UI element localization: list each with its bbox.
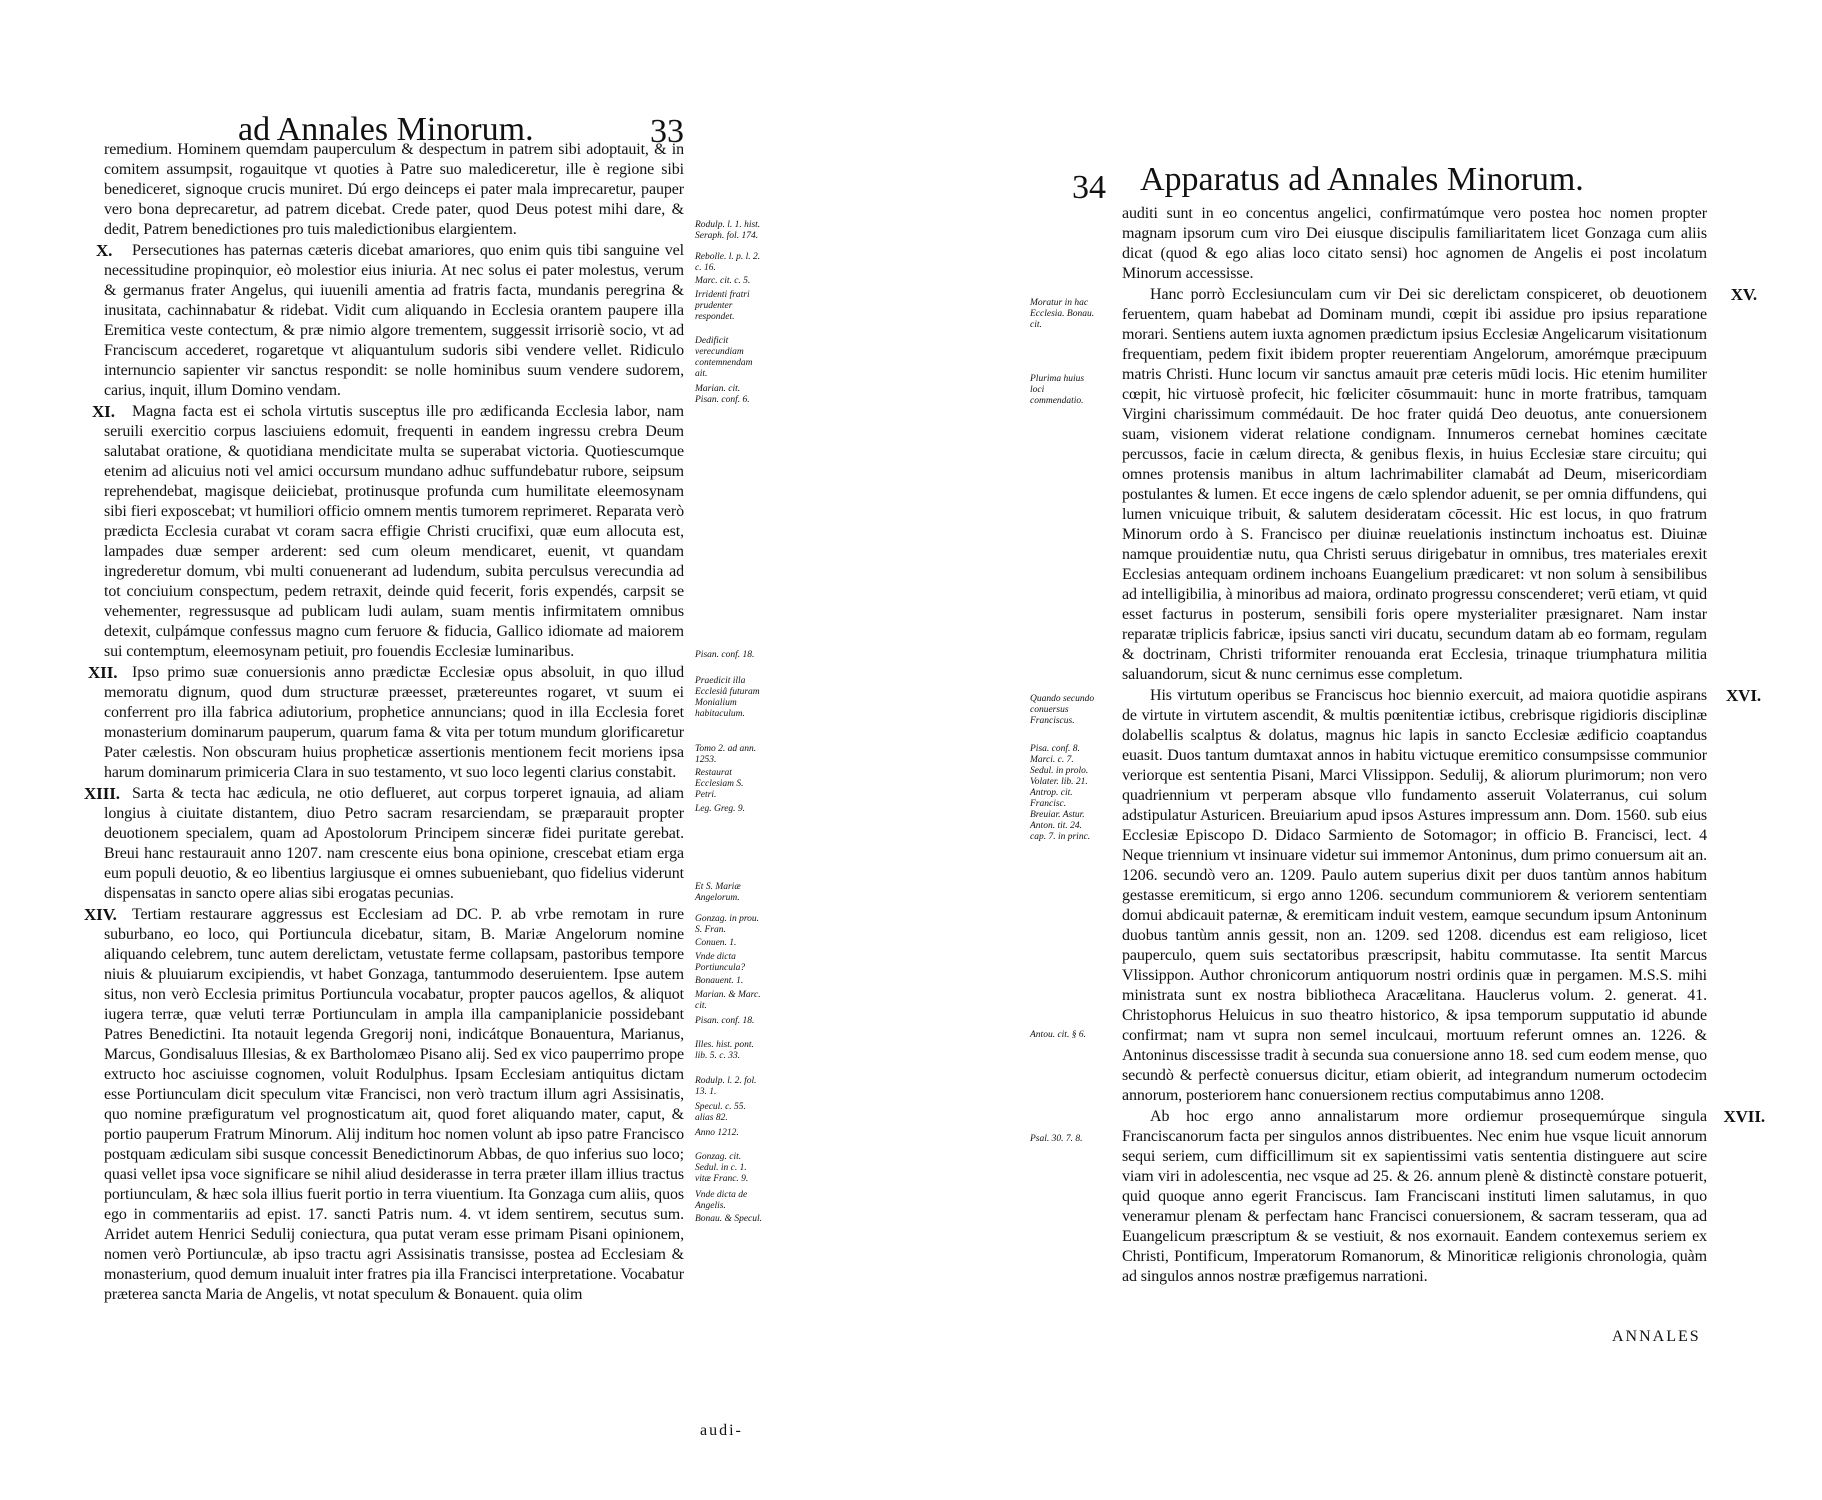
margin-note: Vnde dicta Portiuncula? — [695, 952, 746, 973]
margin-note: Psal. 30. 7. 8. — [1030, 1134, 1083, 1144]
page-number: 33 — [650, 113, 684, 150]
paragraph-number: XIII. — [84, 784, 120, 803]
margin-note: Vnde dicta de Angelis. — [695, 1190, 748, 1211]
left-text-column — [84, 140, 684, 1306]
margin-note: Et S. Mariæ Angelorum. — [695, 882, 741, 903]
paragraph-continuation: auditi sunt in eo concentus angelici, confirmatúmque vero postea hoc nomen propter magnam ipsorum cum viro Dei eiusque discipulis familiaritatem licet Gonzaga cum aliis dicat (quod & ego alias loco citato sensi) hoc agnomen de Angelis ei post incolatum Minorum accessisse. — [1122, 205, 1707, 282]
margin-note: Tomo 2. ad ann. 1253. — [695, 744, 757, 765]
paragraph-xiii: XIII. Sarta & tecta hac ædicula, ne otio deflueret, aut corpus torperet ignauia, ad aliam longius à ciuitate distantem, diuo Petro sacram resarciendam, se præparauit propter deuotionem specialem, quam ad Apostolorum Principem sinceræ fidei puritate gerebat. Breui hanc restaurauit anno 1207. nam crescente eius bona opinione, crescebat etiam erga eum populi deuotio, & eo libentius largiusque ei omnes subueniebant, quo fidelius viderunt dispensatas in sancto opere alias sibi erogatas pecunias. — [104, 784, 684, 904]
margin-note: Pisan. conf. 18. — [695, 1016, 755, 1026]
paragraph-number: XI. — [92, 402, 115, 421]
paragraph-x: X. Persecutiones has paternas cæteris dicebat amariores, quo enim quis tibi sanguine vel necessitudine propinquior, eò molestior eius iniuria. At nec solus ei pater molestus, verum & germanus frater Angelus, qui iuuenili amentia ad fratris facta, mundanis peregrina & inusitata, cachinnabatur & ridebat. Vidit cum aliquando in Ecclesia orantem paupere illa Eremitica veste contectum, & præ nimio algore trementem, suggessit irrisoriè socio, vt ad Franciscum accederet, rogaretque vt aliquantulum sudoris sibi vendere vellet. Ridiculo internuncio sapienter vir sanctus respondit: se nolle hominibus suum vendere sudorem, carius, inquit, illum Domino vendam. — [104, 241, 684, 401]
margin-note: Illes. hist. pont. lib. 5. c. 33. — [695, 1040, 754, 1061]
paragraph-xi: XI. Magna facta est ei schola virtutis susceptus ille pro ædificanda Ecclesia labor, nam seruili exercitio corpus lasciuiens edomuit, frequenti in eandem ingressu crebra Deum salutabat oratione, & quotidiana mendicitate multa se superabat victoria. Quotiescumque etenim ad alicuius noti vel amici occursum mundano adhuc suffundebatur rubore, seipsum reprehendebat, magisque deiiciebat, protinusque profunda cum humilitate eleemosynam sibi fieri exposcebat; vt humiliori officio omnem mentis tumorem reprimeret. Reparata verò prædicta Ecclesia curabat vt coram sacra effigie Christi crucifixi, quæ eum allocuta est, lampades duæ semper arderent: sed cum oleum mendicaret, euenit, vt quandam ingrederetur domum, vbi multi conuenerant ad ludendum, subita perculsus verecundia ad tot conciuium conspectum, pedem retraxit, deinde quid fecerit, foris expendés, carpsit se vehementer, regressusque ad publicam ludi aulam, suam mentis infirmitatem omnibus detexit, culpámque confessus magno cum feruore & fiducia, Gallico idiomate ad maiorem sui contemptum, eleemosynam petiuit, pro fouendis Ecclesiæ luminaribus. — [104, 402, 684, 662]
margin-note: Quando secundo conuersus Franciscus. — [1030, 694, 1095, 726]
margin-note: Anno 1212. — [695, 1128, 739, 1138]
paragraph-continuation: remedium. Hominem quemdam pauperculum & despectum in patrem sibi adoptauit, & in comitem assumpsit, rogauitque vt quoties à Patre suo malediceretur, ille è regione sibi benediceret, signoque crucis muniret. Dú ergo deinceps ei pater mala imprecaretur, pauper vero bona deprecaretur, ad patrem dicebat. Crede pater, quod Deus potest mihi dare, & dedit, Patrem benedictiones pro tuis maledictionibus elargientem. — [104, 141, 684, 238]
margin-note: Marian. cit. Pisan. conf. 6. — [695, 384, 750, 405]
margin-note: Marc. cit. c. 5. — [695, 276, 751, 286]
paragraph-xvi: XVI. His virtutum operibus se Franciscus hoc biennio exercuit, ad maiora quotidie aspirans de virtute in virtutem ascendit, & multis pœnitentiæ ictibus, crebrisque rigidioris disciplinæ dolabellis scalptus & dolatus, magnus hic lapis in sancto Ecclesiæ ædificio coaptandus euasit. Duos tantum dumtaxat annos in habitu victuque eremitico consumpsisse communior veriorque est sententia Pisani, Marci Vlissippon. Sedulij, & aliorum plurimorum; non vero quadriennium vt perperam absque vllo fundamento asseruit Volaterranus, cui solum adstipulatur Asturicen. Breuiarium apud ipsos Astures impressum ann. Dom. 1560. sub eius Ecclesiæ Episcopo D. Didaco Sarmiento de Sotomagor; in officio B. Francisci, lect. 4 Neque triennium vt insinuare videtur sui immemor Antoninus, dum primo conuersum ait an. 1206. secundò vero an. 1209. Paulo autem superius dixit per duos tantùm annos habitum gestasse eremiticum, si ergo anno 1206. secundum communiorem & veriorem sententiam domui abdicauit paternæ, & eremiticam induit vestem, eamque secundum ipsum Antoninum duobus tantùm annis gessit, non an. 1209. sed 1208. dicendus est eam religioso, licet pauperculo, quem suis sectatoribus præscripsit, habitu commutasse. Ita sentit Marcus Vlissippon. Author chronicorum antiquorum nostri ordinis quæ in pergamen. M.S.S. mihi ministrata sunt ex nostra bibliotheca Aracælitana. Hauclerus volum. 2. generat. 41. Christophorus Heluicus in suo theatro historico, & ipsa temporum supputatio id abunde confirmat; nam vt supra non semel inculcaui, mortuum referunt omnes an. 1226. & Antoninus discessisse tradit à secunda sua conuersione anno 18. sed cum eodem mense, quo secundò & perfectè conuersus dicitur, etiam obierit, ad integrandum numerum octodecim annorum, posteriorem hanc conuersionem rectius computabimus anno 1208. — [1122, 686, 1761, 1104]
margin-note: Rodulp. l. 2. fol. 13. 1. — [695, 1076, 757, 1097]
margin-note: Specul. c. 55. alias 82. — [695, 1102, 746, 1123]
paragraph-xvii: XVII. Ab hoc ergo anno annalistarum more ordiemur prosequemúrque singula Franciscanorum facta per singulos annos distribuentes. Nec enim hue vsque licuit annorum sequi seriem, cum difficillimum sit ex sapientissimi vatis sententia distinguere aut scire viam viri in adolescentia, nec vsque ad 25. & 26. annum plenè & distinctè constare potuerit, quid quoque anno egerit Franciscus. Iam Franciscani instituti limen salutamus, in quo veneramur plenam & perfectam hanc Francisci conuersionem, & sacram tesseram, qua ad Euangelicum præscriptum & se vestiuit, & nos exornauit. Eandem contexemus seriem ex Christi, Pontificum, Imperatorum Romanorum, & Minoriticæ religionis chronologia, quàm ad singulos annos nostræ præfigemus narrationi. — [1122, 1107, 1765, 1285]
margin-note: Pisan. conf. 18. — [695, 650, 755, 660]
right-margin-notes — [1030, 204, 1110, 1304]
paragraph-number: XII. — [88, 663, 118, 682]
right-page — [1010, 160, 1790, 1420]
margin-note: Restaurat Ecclesiam S. Petri. — [695, 768, 744, 800]
paragraph-number: XVII. — [1723, 1107, 1765, 1126]
margin-note: Antou. cit. § 6. — [1030, 1030, 1086, 1040]
margin-note: Dedificit verecundiam contemnendam ait. — [695, 336, 753, 379]
margin-note: Gonzag. cit. Sedul. in c. 1. vitæ Franc. 9. — [695, 1152, 749, 1184]
left-page — [60, 110, 860, 1450]
paragraph-number: X. — [96, 241, 113, 260]
running-head: ad Annales Minorum. — [238, 111, 534, 148]
page-number: 34 — [1072, 169, 1106, 206]
catchword: ANNALES — [1612, 1328, 1701, 1345]
margin-note: Irridenti fratri prudenter respondet. — [695, 290, 750, 322]
paragraph-xii: XII. Ipso primo suæ conuersionis anno prædictæ Ecclesiæ opus absoluit, in quo illud memoratu dignum, quod dum structuræ præesset, prætereuntes rogaret, vt suum ei conferrent pro illa fabrica adiutorium, prophetice annuncians; quod in illa Ecclesia foret monasterium dominarum pauperum, quarum fama & vita per totum mundum glorificaretur Pater cælestis. Non obscuram huius propheticæ assertionis mentionem fecit moriens ipsa harum dominarum primiceria Clara in suo testamento, vt suo loco legenti clarius constabit. — [104, 663, 684, 783]
margin-note: Plurima huius loci commendatio. — [1030, 374, 1085, 406]
margin-note: Bonau. & Specul. — [695, 1214, 763, 1224]
running-head: Apparatus ad Annales Minorum. — [1140, 161, 1584, 198]
left-margin-notes — [695, 140, 775, 1440]
margin-note: Moratur in hac Ecclesia. Bonau. cit. — [1030, 298, 1095, 330]
paragraph-xv: XV. Hanc porrò Ecclesiunculam cum vir Dei sic derelictam conspiceret, ob deuotionem feruentem, quam habebat ad Dominam mundi, cœpit ibi assidue pro ipsius reparatione morari. Sentiens autem iuxta agnomen prædictum ipsius Ecclesiæ Angelicarum visitationum frequentiam, pedem fixit ibidem propter reuerentiam Angelorum, amorémque præcipuum matris Christi. Hunc locum vir sanctus amauit præ ceteris mūdi locis. Hic etenim humiliter cœpit, hic virtuosè profecit, hic fœliciter cōsummauit: hunc in morte fratribus, tamquam Virgini charissimum commédauit. De hoc frater quidá Deo deuotus, ante conuersionem suam, visionem viderat relatione condignam. Innumeros cernebat homines cæcitate percussos, facie in cælum directa, & genibus flexis, in huius Ecclesiæ stare circuitu; qui omnes protensis manibus in altum lachrimabiliter clamabát ad Deum, misericordiam postulantes & lumen. Et ecce ingens de cælo splendor aduenit, se per omnia diffundens, qui lumen vnicuique tribuit, & salutem desideratam cōcessit. Hic est locus, in quo fratrum Minorum ordo à S. Francisco per diuinæ reuelationis instinctum inchoatus est. Diuinæ namque prouidentiæ nutu, qua Christi seruus dirigebatur in omnibus, tres materiales erexit Ecclesias antequam ordinem inchoans Euangelium prædicaret: vt non solum à sensibilibus ad intelligibilia, à minoribus ad maiora, ordinato progressu conscenderet; verū etiam, vt quid esset facturus in posterum, sensibili foris opere mysterialiter præsignaret. Nam instar reparatæ triplicis fabricæ, ipsius sancti viri ducatu, secundum datam ab eo formam, regulam & doctrinam, Christi triformiter renouanda erat Ecclesia, trinaque triumphatura militia saluandorum, sicut & nunc cernimus esse completum. — [1122, 285, 1757, 683]
margin-note: Pisa. conf. 8. Marci. c. 7. Sedul. in prolo. Volater. lib. 21. Antrop. cit. Francisc. Breuiar. Astur. Anton. tit. 24. cap. 7. in princ. — [1030, 744, 1091, 842]
paragraph-number: XV. — [1730, 285, 1757, 304]
margin-note: Gonzag. in prou. S. Fran. — [695, 914, 760, 935]
margin-note: Leg. Greg. 9. — [695, 804, 746, 814]
right-text-column — [1122, 204, 1765, 1288]
margin-note: Rebolle. l. p. l. 2. c. 16. — [695, 252, 761, 273]
margin-note: Praedicit illa Ecclesiâ futuram Monialium habitaculum. — [695, 676, 760, 719]
margin-note: Marian. & Marc. cit. — [695, 990, 761, 1011]
margin-note: Conuen. 1. — [695, 938, 737, 948]
catchword: audi- — [700, 1422, 743, 1439]
margin-note: Bonauent. 1. — [695, 976, 744, 986]
paragraph-number: XIV. — [84, 905, 117, 924]
paragraph-number: XVI. — [1725, 686, 1761, 705]
margin-note: Rodulp. l. 1. hist. Seraph. fol. 174. — [695, 220, 761, 241]
paragraph-xiv: XIV. Tertiam restaurare aggressus est Ecclesiam ad DC. P. ab vrbe remotam in rure suburbano, eo loco, qui Portiuncula dicebatur, sitam, B. Mariæ Angelorum nomine aliquando celebrem, tunc autem derelictam, vetustate ferme collapsam, pastoribus tempore niuis & pluuiarum excipiendis, vt habet Gonzaga, tantummodo deseruientem. Ipse autem situs, non verò Ecclesia primitus Portiuncula vocabatur, propter paucos agellos, & aliquot iugera terræ, quæ veluti terræ Portiunculam in ampla illa campaniplanicie possidebant Patres Benedictini. Ita notauit legenda Gregorij noni, indicátque Bonauentura, Marianus, Marcus, Gondisaluus Illesias, & ex Bartholomæo Pisano alij. Sed ex vico pauperrimo prope extructo hoc asciuisse cognomen, voluit Rodulphus. Ipsam Ecclesiam antiquitus dictam esse Portiunculam dicit speculum vitæ Francisci, non verò tractum illum agri Assisinatis, quo nomine præfiguratum vel prognosticatum ait, quod foret aliquando mater, caput, & portio pauperum Fratrum Minorum. Alij inditum hoc nomen volunt ab ipso patre Francisco postquam ædiculam sibi susque concessit Benedictinorum Abbas, de quo inferius suo loco; quasi vellet ipsa voce significare se nihil aliud desiderasse in terra præter illam illius tractus portiunculam, & hæc sola illius fuerit portio in terra viuentium. Ita Gonzaga cum aliis, quos ego in commentariis ad epist. 17. sancti Patris num. 4. vt idem sentirem, secutus sum. Arridet autem Henrici Sedulij coniectura, qua putat veram esse primam Pisani opinionem, nomen verò Portiunculæ, ab ipso tractu agri Assisinatis transisse, postea ad Ecclesiam & monasterium, quod demum inualuit inter fratres pia illa Francisci interpretatione. Vocabatur præterea sancta Maria de Angelis, vt notat speculum & Bonauent. quia olim — [104, 905, 684, 1305]
